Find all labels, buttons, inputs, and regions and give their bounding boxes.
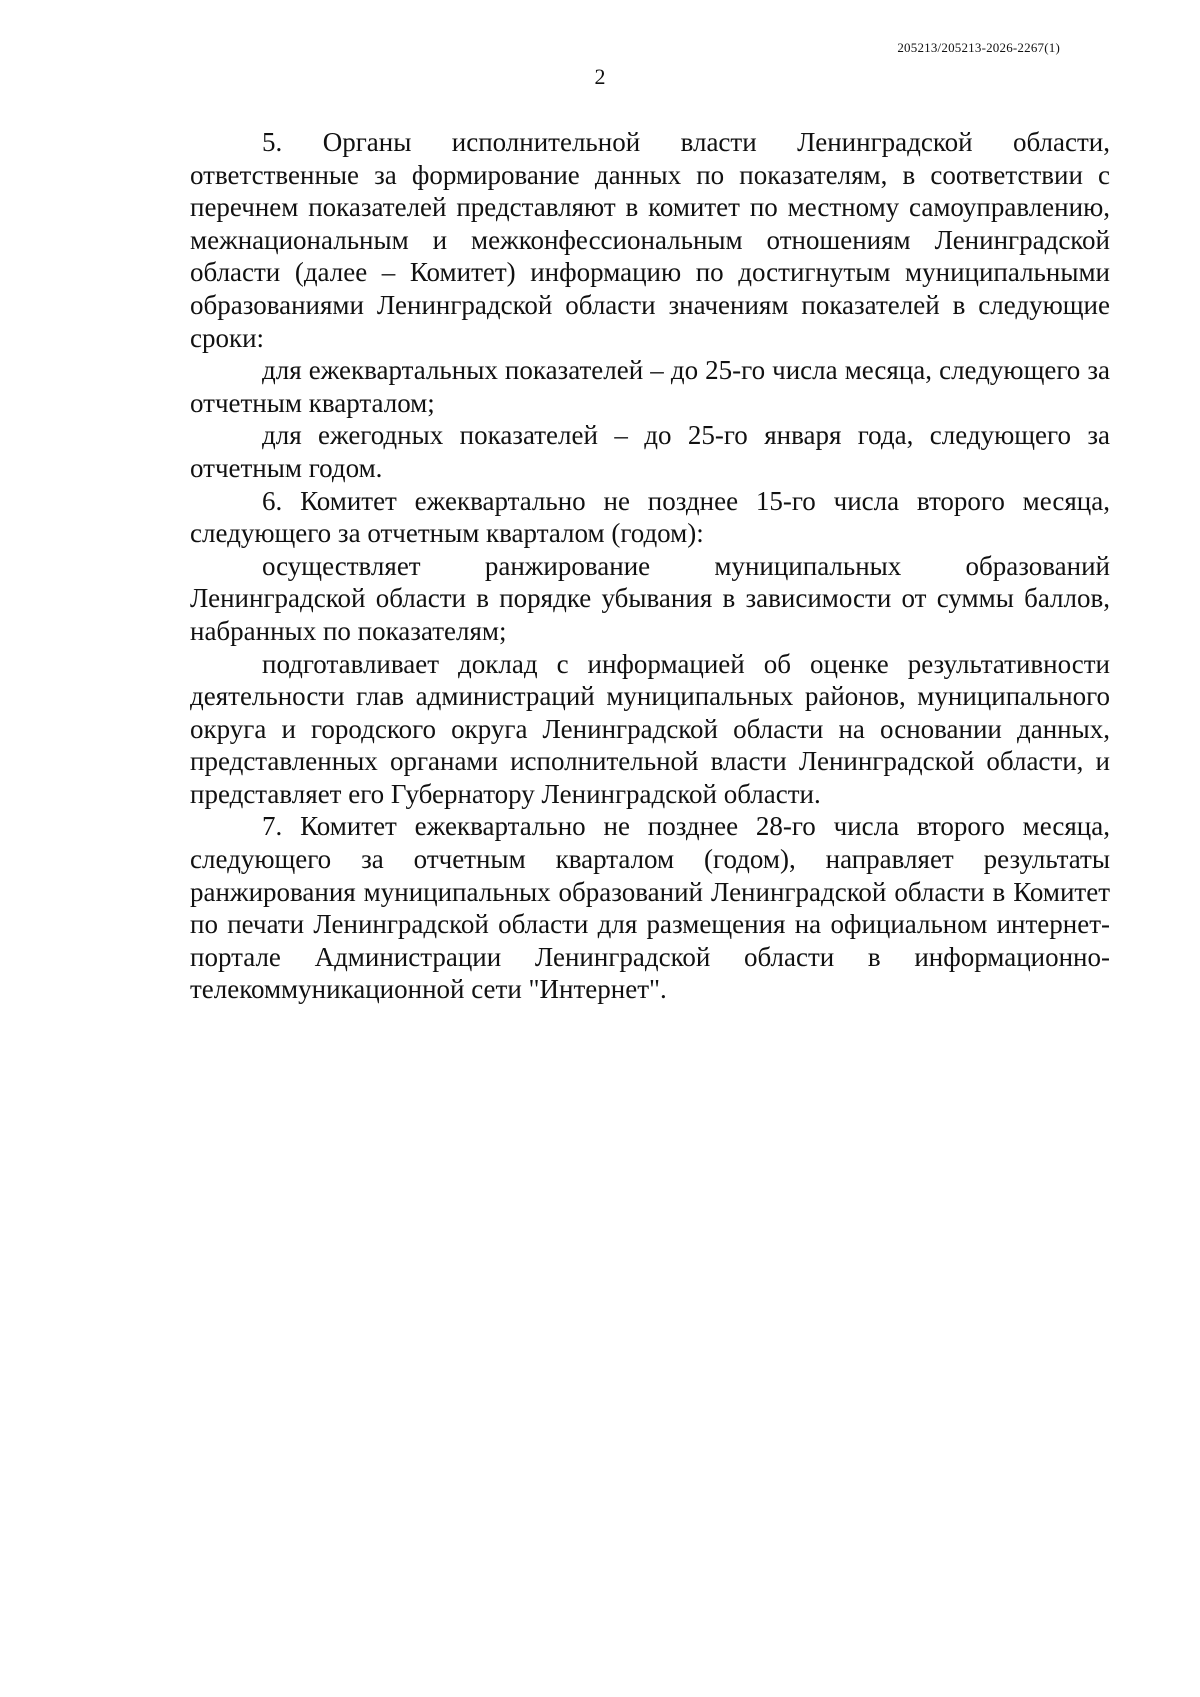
- paragraph-clause-7: 7. Комитет ежеквартально не позднее 28-го числа второго месяца, следующего за отчетным кварталом (годом), направляет результаты ранжирования муниципальных образований Ленинградской области в Комитет по печати Ленинградской области для размещения на официальном интернет-портале Администрации Ленинградской области в информационно-телекоммуникационной сети "Интернет".: [190, 811, 1110, 1005]
- paragraph-clause-6: 6. Комитет ежеквартально не позднее 15-го числа второго месяца, следующего за отчетным кварталом (годом):: [190, 485, 1110, 549]
- page-number: 2: [594, 64, 606, 89]
- paragraph-quarterly-deadline: для ежеквартальных показателей – до 25-го числа месяца, следующего за отчетным кварталом;: [190, 355, 1110, 418]
- paragraph-ranking: осуществляет ранжирование муниципальных образований Ленинградской области в порядке убывания в зависимости от суммы баллов, набранных по показателям;: [190, 550, 1110, 646]
- paragraph-clause-5: 5. Органы исполнительной власти Ленинградской области, ответственные за формирование данных по показателям, в соответствии с перечнем показателей представляют в комитет по местному самоуправлению, межнациональным и межконфессиональным отношениям Ленинградской области (далее – Комитет) информацию по достигнутым муниципальными образованиями Ленинградской области значениям показателей в следующие сроки:: [190, 127, 1110, 353]
- paragraph-annual-deadline: для ежегодных показателей – до 25-го января года, следующего за отчетным годом.: [190, 420, 1110, 483]
- paragraph-report: подготавливает доклад с информацией об оценке результативности деятельности глав администраций муниципальных районов, муниципального округа и городского округа Ленинградской области на основании данных, представленных органами исполнительной власти Ленинградской области, и представляет его Губернатору Ленинградской области.: [190, 648, 1110, 809]
- document-registration-number: 205213/205213-2026-2267(1): [897, 40, 1060, 55]
- document-body: [190, 126, 1110, 1006]
